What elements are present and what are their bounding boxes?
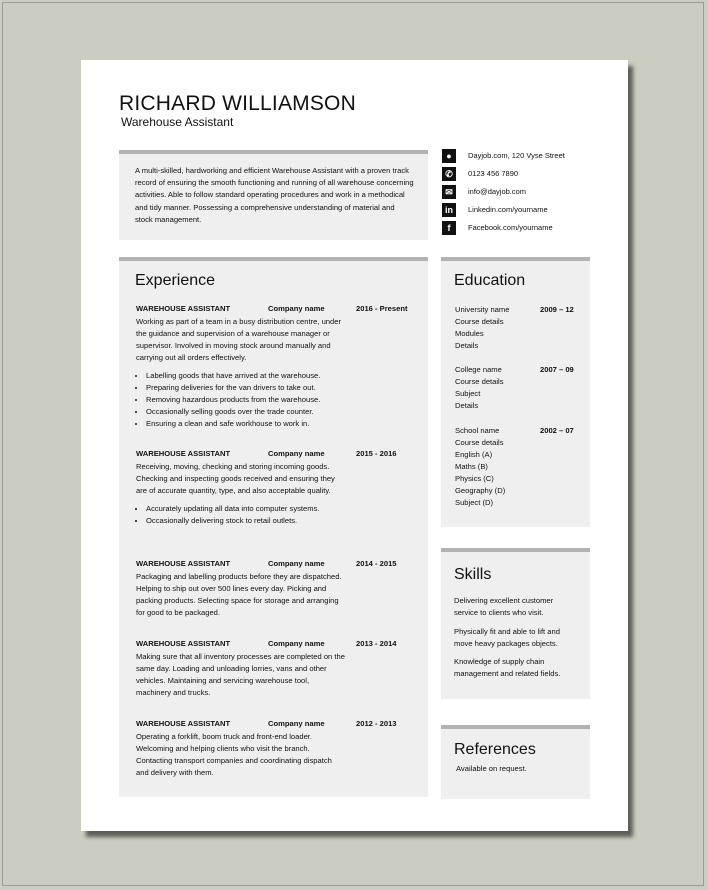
location-pin-icon: ● — [442, 149, 456, 163]
references-text: Available on request. — [456, 764, 527, 773]
job-entry — [136, 449, 416, 527]
contact-facebook — [442, 221, 602, 239]
job-bullet: • Ensuring a clean and safe workhouse to work in. — [146, 418, 416, 430]
skills-heading: Skills — [454, 566, 492, 583]
job-company: Company name — [268, 304, 325, 313]
contact-facebook-text: Facebook.com/yourname — [468, 223, 553, 232]
skills-section — [441, 548, 590, 699]
job-description: Making sure that all inventory processes are completed on the same day. Loading and unloading lorries, vans and other vehicles. Maintaining and servicing warehouse tool, machinery and trucks. — [136, 652, 345, 697]
institution-name: College name — [455, 365, 502, 374]
job-description: Operating a forklift, boom truck and front-end loader. Welcoming and helping clients who visit the branch. Contacting transport companies and coordinating dispatch and delivery with them. — [136, 732, 332, 777]
job-entry — [136, 639, 416, 699]
job-bullet: • Accurately updating all data into computer systems. — [146, 503, 416, 515]
skill-item: Knowledge of supply chain management and related fields. — [454, 657, 561, 678]
education-entry — [455, 425, 585, 509]
linkedin-icon: in — [442, 203, 456, 217]
experience-section — [119, 257, 428, 797]
job-title: WAREHOUSE ASSISTANT — [136, 304, 231, 313]
summary-box — [119, 150, 428, 240]
job-description: Receiving, moving, checking and storing incoming goods. Checking and inspecting goods received and ensuring they are of accurate quantity, type, and also acceptable quality. — [136, 462, 335, 495]
job-title: WAREHOUSE ASSISTANT — [136, 449, 231, 458]
contact-linkedin-text: Linkedin.com/yourname — [468, 205, 548, 214]
job-entry — [136, 719, 416, 779]
education-dates: 2007 – 09 — [540, 365, 574, 374]
job-entry — [136, 304, 416, 430]
education-line: Course details — [455, 317, 504, 326]
education-line: Details — [455, 401, 479, 410]
education-heading: Education — [454, 272, 526, 289]
job-dates: 2012 - 2013 — [356, 719, 397, 728]
references-section — [441, 725, 590, 799]
summary-text: A multi-skilled, hardworking and efficient Warehouse Assistant with a proven track record of ensuring the smooth functioning and running of all warehouse concerning activities. Able to follow standard operating procedures and work in a methodical and tidy manner. Possessing a comprehensive understanding of material and stock management. — [135, 166, 414, 224]
job-dates: 2015 - 2016 — [356, 449, 397, 458]
job-bullet: • Preparing deliveries for the van drivers to take out. — [146, 382, 416, 394]
contact-address — [442, 149, 602, 167]
job-bullet: • Labelling goods that have arrived at the warehouse. — [146, 370, 416, 382]
job-bullet: • Removing hazardous products from the warehouse. — [146, 394, 416, 406]
contact-email-text: info@dayjob.com — [468, 187, 527, 196]
candidate-title: Warehouse Assistant — [121, 115, 234, 129]
experience-heading: Experience — [135, 272, 216, 289]
contact-phone-text: 0123 456 7890 — [468, 169, 519, 178]
education-line: Details — [455, 341, 479, 350]
education-dates: 2009 – 12 — [540, 305, 574, 314]
job-dates: 2014 - 2015 — [356, 559, 397, 568]
education-line: Modules — [455, 329, 484, 338]
contact-phone — [442, 167, 602, 185]
facebook-icon: f — [442, 221, 456, 235]
institution-name: School name — [455, 426, 500, 435]
email-icon: ✉ — [442, 185, 456, 199]
contact-email — [442, 185, 602, 203]
job-bullet: • Occasionally selling goods over the trade counter. — [146, 406, 416, 418]
education-dates: 2002 – 07 — [540, 426, 574, 435]
education-line: Maths (B) — [455, 462, 488, 471]
education-entry — [455, 304, 585, 352]
contact-linkedin — [442, 203, 602, 221]
education-line: Physics (C) — [455, 474, 494, 483]
job-description: Working as part of a team in a busy distribution centre, under the guidance and supervision of a warehouse manager or supervisor. Involved in moving stock around manually and carrying out all orders effectively. — [136, 317, 341, 362]
job-company: Company name — [268, 449, 325, 458]
job-bullet: • Occasionally delivering stock to retail outlets. — [146, 515, 416, 527]
skill-item: Delivering excellent customer service to clients who visit. — [454, 596, 554, 617]
education-line: Subject — [455, 389, 481, 398]
education-line: Course details — [455, 438, 504, 447]
job-bullets — [136, 503, 416, 527]
institution-name: University name — [455, 305, 510, 314]
education-entry — [455, 364, 585, 412]
job-title: WAREHOUSE ASSISTANT — [136, 639, 231, 648]
job-title: WAREHOUSE ASSISTANT — [136, 559, 231, 568]
job-description: Packaging and labelling products before they are dispatched. Helping to ship out over 500 lines every day. Picking and packing products. Selecting space for storage and arranging for good to be packaged. — [136, 572, 342, 617]
contact-address-text: Dayjob.com, 120 Vyse Street — [468, 151, 565, 160]
education-line: Subject (D) — [455, 498, 493, 507]
contact-list — [442, 149, 602, 239]
education-line: Geography (D) — [455, 486, 506, 495]
education-line: Course details — [455, 377, 504, 386]
references-heading: References — [454, 741, 536, 758]
job-company: Company name — [268, 719, 325, 728]
education-section — [441, 257, 590, 527]
phone-icon: ✆ — [442, 167, 456, 181]
job-dates: 2016 - Present — [356, 304, 408, 313]
job-entry — [136, 559, 416, 619]
skill-item: Physically fit and able to lift and move heavy packages objects. — [454, 627, 560, 648]
candidate-name: RICHARD WILLIAMSON — [119, 92, 356, 115]
job-company: Company name — [268, 639, 325, 648]
education-line: English (A) — [455, 450, 493, 459]
job-bullets — [136, 370, 416, 430]
job-title: WAREHOUSE ASSISTANT — [136, 719, 231, 728]
job-company: Company name — [268, 559, 325, 568]
job-dates: 2013 - 2014 — [356, 639, 397, 648]
resume-page — [81, 60, 628, 831]
